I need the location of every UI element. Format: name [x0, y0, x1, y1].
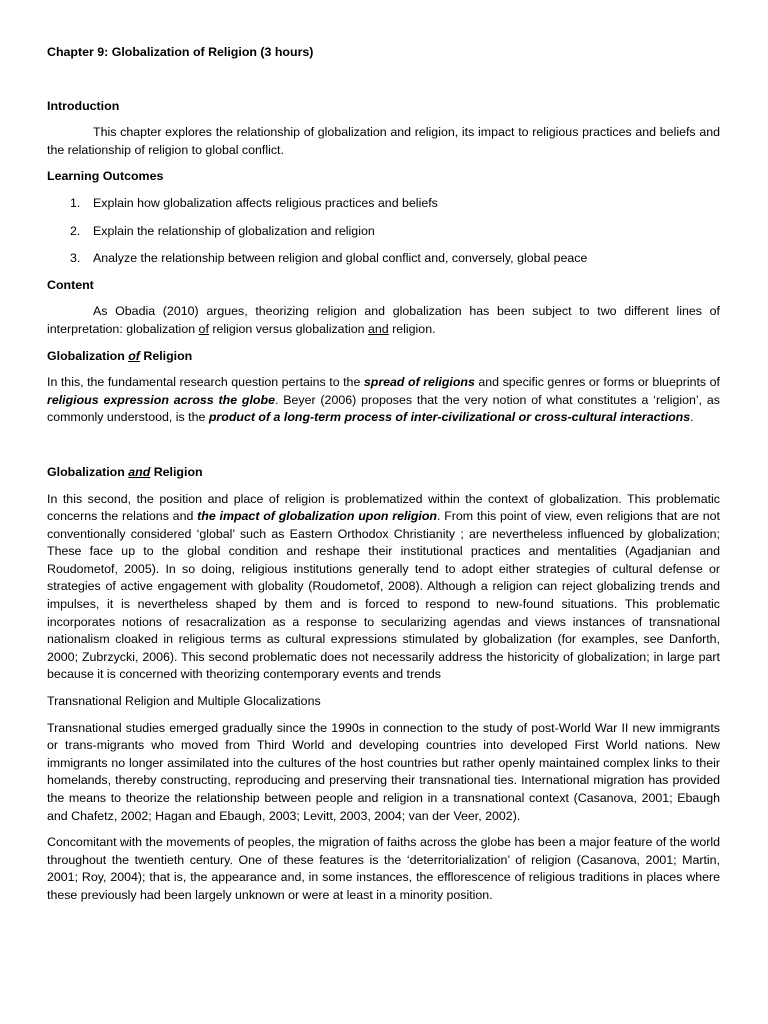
list-item-text: Explain the relationship of globalization and religion	[93, 223, 375, 238]
introduction-heading: Introduction	[47, 98, 120, 113]
chapter-title: Chapter 9: Globalization of Religion (3 hours)	[47, 45, 314, 59]
content-paragraph: As Obadia (2010) argues, theorizing religion and globalization has been subject to two different lines of interpretation: globalization of religion versus globalization and religion.	[47, 304, 720, 336]
list-item	[47, 195, 720, 213]
list-item-number: 1.	[70, 195, 81, 210]
list-item-text: Explain how globalization affects religious practices and beliefs	[93, 195, 438, 210]
transnational-paragraph-2: Concomitant with the movements of peoples, the migration of faiths across the globe has been a major feature of the world throughout the twentieth century. One of these features is the ‘deterritorialization’ of religion (Casanova, 2001; Martin, 2001; Roy, 2004); that is, the appearance and, in some instances, the efflorescence of religious traditions in places where these previously had been largely unknown or were at least in a minority position.	[47, 835, 720, 902]
content-heading: Content	[47, 277, 94, 292]
learning-outcomes-list	[47, 195, 720, 268]
introduction-paragraph: This chapter explores the relationship of globalization and religion, its impact to religious practices and beliefs and the relationship of religion to global conflict.	[47, 125, 720, 157]
list-item	[47, 250, 720, 268]
list-item-text: Analyze the relationship between religion and global conflict and, conversely, global peace	[93, 251, 588, 266]
list-item-number: 3.	[70, 251, 81, 266]
learning-outcomes-heading: Learning Outcomes	[47, 169, 164, 184]
glob-of-religion-paragraph: In this, the fundamental research question pertains to the spread of religions and specific genres or forms or blueprints of religious expression across the globe. Beyer (2006) proposes that the very notion of what constitutes a ‘religion’, as commonly understood, is the product of a long-term process of inter-civilizational or cross-cultural interactions.	[47, 375, 720, 425]
list-item	[47, 223, 720, 241]
transnational-paragraph-1: Transnational studies emerged gradually since the 1990s in connection to the study of post-World War II new immigrants or trans-migrants who moved from Third World and developing countries into developed First World nations. New immigrants no longer assimilated into the cultures of the host countries but rather openly maintained complex links to their homelands, thereby constructing, reproducing and preserving their transnational ties. International migration has provided the means to theorize the relationship between people and religion in a transnational context (Casanova, 2001; Ebaugh and Chafetz, 2002; Hagan and Ebaugh, 2003; Levitt, 2003, 2004; van der Veer, 2002).	[47, 720, 720, 823]
glob-and-religion-paragraph: In this second, the position and place of religion is problematized within the context of globalization. This problematic concerns the relations and the impact of globalization upon religion. From this point of view, even religions that are not conventionally considered ‘global’ such as Eastern Orthodox Christianity ; are nevertheless influenced by globalization; These face up to the global condition and reshape their institutional practices and mentalities (Agadjanian and Roudometof, 2005). In so doing, religious institutions generally tend to adopt either strategies of cultural defense or strategies of active engagement with globality (Roudometof, 2008). Although a religion can reject globalizing trends and impulses, it is nevertheless shaped by them and is forced to respond to new-found situations. This problematic incorporates notions of resacralization as a response to secularizing agendas and views instances of transnational nationalism cloaked in religious terms as cultural expressions stimulated by globalization (for examples, see Danforth, 2000; Zubrzycki, 2006). This second problematic does not necessarily address the historicity of globalization; in large part because it is concerned with theorizing contemporary events and trends	[47, 491, 720, 682]
glob-and-religion-heading: Globalization and Religion	[47, 464, 203, 479]
list-item-number: 2.	[70, 223, 81, 238]
transnational-heading: Transnational Religion and Multiple Glocalizations	[47, 694, 321, 709]
document-page	[47, 44, 720, 905]
glob-of-religion-heading: Globalization of Religion	[47, 348, 193, 363]
